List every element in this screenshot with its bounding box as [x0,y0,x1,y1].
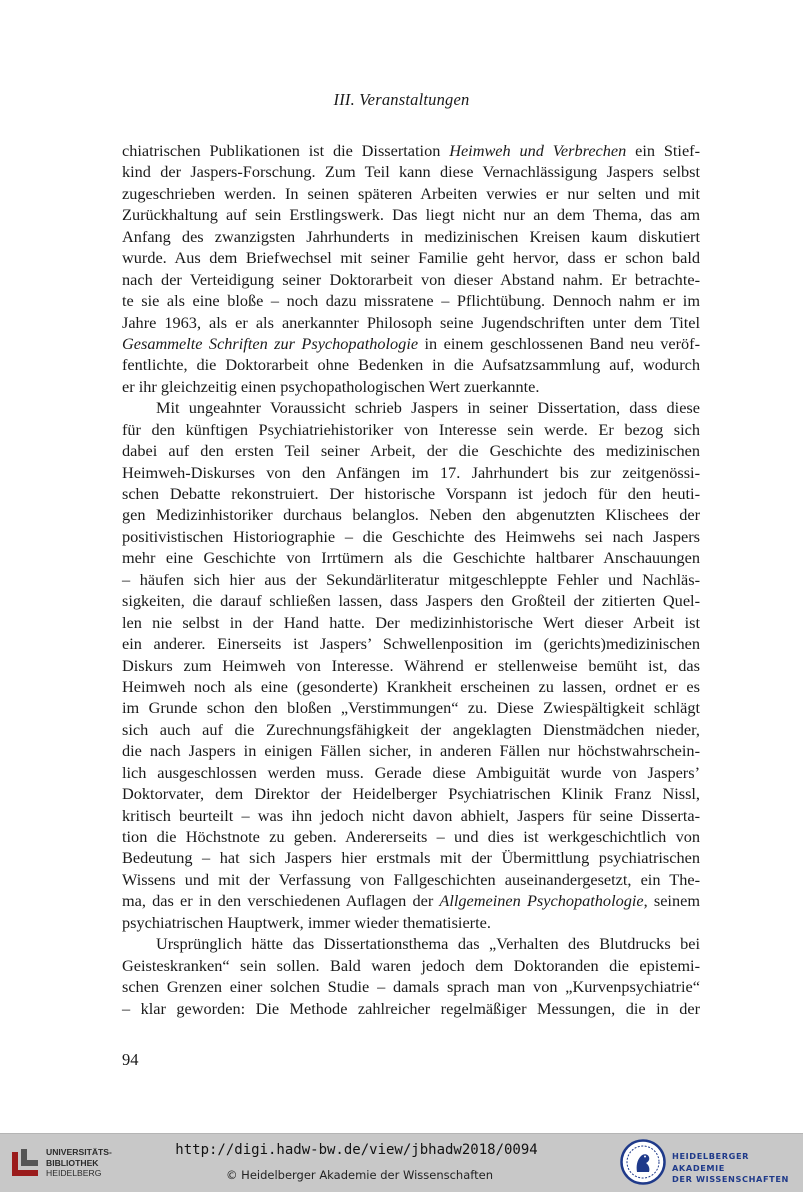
text-line [122,976,700,997]
text-line [122,847,700,868]
text-line [122,462,700,483]
text-run: te sie als eine bloße – noch dazu missratene – Pflichtübung. Dennoch nahm er im [122,291,700,311]
text-run: die nach Jaspers in einigen Fällen sicher, in anderen Fällen nur höchstwahrschein- [122,741,700,761]
text-line [122,998,700,1019]
text-line [122,762,700,783]
text-line [122,933,700,954]
text-run: len nie selbst in der Hand hatte. Der medizinhistorische Wert dieser Arbeit ist [122,612,700,632]
text-line [122,590,700,611]
text-run: – klar geworden: Die Methode zahlreicher regelmäßiger Messungen, die in der [122,998,700,1018]
text-run: dabei auf den ersten Teil seiner Arbeit, der die Geschichte des medizinischen [122,441,700,461]
text-line [122,183,700,204]
body-text [122,140,700,1019]
permalink-url-text[interactable]: http://digi.hadw-bw.de/view/jbhadw2018/0094 [175,1142,538,1158]
italic-title: Heimweh und Verbrechen [449,141,627,160]
text-line [122,397,700,418]
academy-name-line: HEIDELBERGER AKADEMIE [672,1151,750,1173]
text-run: Jahre 1963, als er als anerkannter Philosoph seine Jugendschriften unter dem Titel [122,312,700,332]
text-line [122,676,700,697]
text-run: sich auch auf die Zurechnungsfähigkeit der angeklagten Dienstmädchen nieder, [122,719,700,739]
text-line [122,333,700,354]
text-line [122,483,700,504]
text-line [122,740,700,761]
text-line [122,226,700,247]
text-line [122,504,700,525]
text-line [122,440,700,461]
text-run: nach der Verteidigung seiner Doktorarbeit von dieser Abstand nahm. Er betrachte- [122,269,700,289]
text-line [122,783,700,804]
text-run: Wissens und mit der Verfassung von Fallgeschichten auseinandergesetzt, ein The- [122,869,700,889]
academy-name-line: DER WISSENSCHAFTEN [672,1174,790,1184]
text-line [122,569,700,590]
library-name-line: UNIVERSITÄTS- [46,1147,112,1157]
text-run: Geisteskranken“ sein sollen. Bald waren jedoch dem Doktoranden die epistemi- [122,955,700,975]
text-line [122,826,700,847]
text-run: Doktorvater, dem Direktor der Heidelberger Psychiatrischen Klinik Franz Nissl, [122,784,700,804]
page-number: 94 [122,1050,139,1069]
text-line [122,140,700,161]
text-line [122,890,700,911]
text-line [122,376,700,397]
text-run: gen Medizinhistoriker durchaus belanglos. Neben den abgenutzten Klischees der [122,505,700,525]
italic-title: Allgemeinen Psychopathologie [439,891,644,911]
text-line [122,612,700,633]
running-head: III. Veranstaltungen [333,90,470,109]
text-line [122,269,700,290]
text-run: , seinem [643,891,700,911]
text-line [122,697,700,718]
text-run: Heimweh-Diskurses von den Anfängen im 17. Jahrhundert bis zur zeitgenössi- [122,462,700,482]
text-line [122,290,700,311]
text-line [122,161,700,182]
text-line [122,633,700,654]
viewer-footer [0,1133,803,1192]
text-run: in einem geschlossenen Band neu veröf- [418,333,701,353]
text-run: schen Debatte rekonstruiert. Der historische Vorspann ist jedoch für den heuti- [122,484,700,503]
text-line [122,869,700,890]
text-line [122,247,700,268]
text-run: mehr eine Geschichte von Irrtümern als die Geschichte haltbarer Anschauungen [122,548,700,568]
text-run: wurde. Aus dem Briefwechsel mit seiner Familie geht hervor, dass er schon bald [122,248,700,268]
text-line [122,805,700,826]
text-run: er ihr gleichzeitig einen psychopathologischen Wert zuerkannte. [122,376,540,396]
text-run: schen Grenzen einer solchen Studie – damals sprach man von „Kurvenpsychiatrie“ [122,977,700,997]
text-run: – häufen sich hier aus der Sekundärliteratur mitgeschleppte Fehler und Nachläs- [122,569,700,589]
text-run: chiatrischen Publikationen ist die Dissertation [122,141,450,160]
text-line [122,655,700,676]
text-run: kind der Jaspers-Forschung. Zum Teil kann diese Vernachlässigung Jaspers selbst [122,162,700,182]
text-run: Ursprünglich hätte das Dissertationsthema das „Verhalten des Blutdrucks bei [156,934,700,954]
text-line [122,312,700,333]
text-run: sigkeiten, die darauf schließen lassen, dass Jaspers den Großteil der zitierten Quel- [122,591,700,611]
text-line [122,419,700,440]
text-line [122,912,700,933]
text-run: Bedeutung – hat sich Jaspers hier erstmals mit der Übermittlung psychiatrischen [122,848,700,868]
text-run: lich ausgeschlossen werden muss. Gerade diese Ambiguität wurde von Jaspers’ [122,762,700,782]
text-run: Diskurs zum Heimweh von Interesse. Während er stellenweise bemüht ist, das [122,655,700,675]
text-line [122,526,700,547]
academy-name [672,1151,800,1186]
text-line [122,719,700,740]
text-line [122,955,700,976]
text-run: im Grunde schon den bloßen „Verstimmungen“ zu. Diese Zwiespältigkeit schlägt [122,698,700,718]
text-run: positivistischen Historiographie – die Geschichte des Heimwehs sei nach Jaspers [122,526,700,546]
text-run: ein anderer. Einerseits ist Jaspers’ Schwellenposition im (gerichts)medizinischen [122,634,700,654]
text-run: für den künftigen Psychiatriehistoriker von Interesse sein werde. Er bezog sich [122,419,700,439]
text-run: zugeschrieben werden. In seinen späteren Arbeiten verwies er nur selten und mit [122,183,700,203]
text-run: Heimweh noch als eine (gesonderte) Krankheit erscheinen zu lassen, ordnet er es [122,676,700,696]
academy-seal-icon [620,1139,666,1185]
text-run: tion die Höchstnote zu geben. Andererseits – und dies ist werkgeschichtlich von [122,827,700,846]
text-run: fentlichte, die Doktorarbeit ohne Bedenken in die Aufsatzsammlung auf, wodurch [122,355,700,375]
copyright-text: © Heidelberger Akademie der Wissenschaften [226,1168,493,1182]
text-run: Anfang des zwanzigsten Jahrhunderts in medizinischen Kreisen kaum diskutiert [122,226,700,246]
text-run: kritisch beurteilt – was ihn jedoch nicht davon abhielt, Jaspers für seine Disserta- [122,805,700,825]
text-line [122,547,700,568]
text-run: psychiatrischen Hauptwerk, immer wieder thematisierte. [122,912,491,932]
text-run: ma, das er in den verschiedenen Auflagen der [122,891,440,911]
library-name-line: HEIDELBERG [46,1168,102,1178]
academy-logo[interactable] [620,1139,800,1187]
library-name-line: BIBLIOTHEK [46,1157,99,1168]
italic-title: Gesammelte Schriften zur Psychopathologie [122,333,419,353]
text-run: ein Stief- [626,141,701,160]
text-line [122,354,700,375]
text-run: Zurückhaltung auf sein Erstlingswerk. Das liegt nicht nur an dem Thema, das am [122,205,700,225]
text-run: Mit ungeahnter Voraussicht schrieb Jaspers in seiner Dissertation, dass diese [156,398,700,418]
text-line [122,204,700,225]
